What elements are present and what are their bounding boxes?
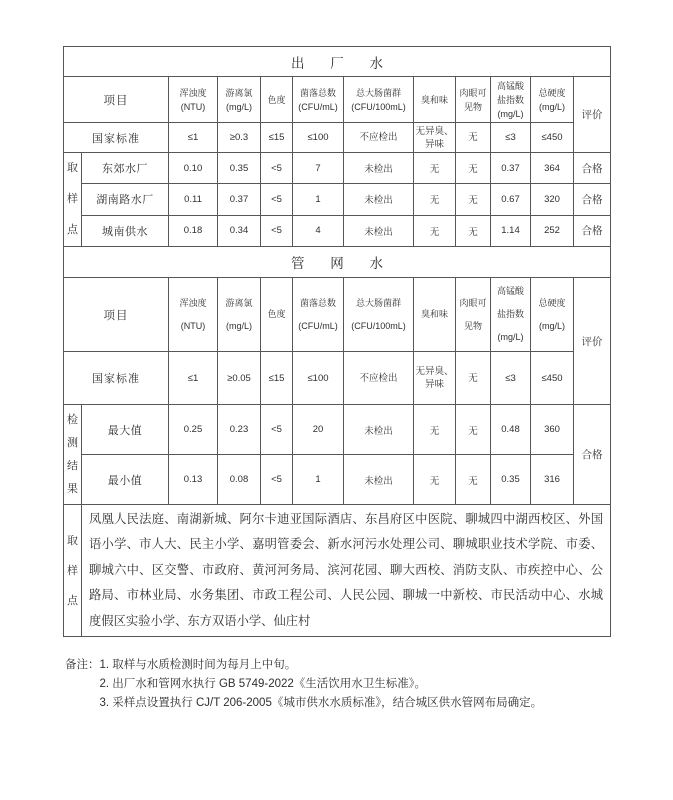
col-header-turbidity	[169, 77, 218, 123]
col-header-colony-name: 菌落总数	[299, 87, 336, 98]
note-item-3: 3. 采样点设置执行 CJ/T 206-2005《城市供水水质标准》，结合城区供水管网布局确定。	[99, 697, 543, 709]
col-header-chroma	[261, 278, 293, 352]
col-header-visible	[456, 77, 491, 123]
std-odor: 无异臭、异味	[414, 352, 456, 405]
cell-visible: 无	[456, 405, 491, 455]
cell-chroma: <5	[261, 215, 293, 246]
cell-colony: 20	[293, 405, 344, 455]
std-coliform: 不应检出	[344, 123, 414, 153]
col-header-colony	[293, 77, 344, 123]
col-header-hardness-name: 总硬度	[538, 297, 566, 308]
col-header-turbidity-unit: (NTU)	[180, 320, 206, 331]
col-header-turbidity-unit: (NTU)	[180, 101, 206, 112]
factory-eval-header: 评价	[574, 77, 611, 153]
note-item-2: 2. 出厂水和管网水执行 GB 5749-2022《生活饮用水卫生标准》。	[99, 678, 427, 690]
sampling-point-group-label: 取样点	[64, 505, 82, 637]
cell-permanganate: 0.48	[491, 405, 531, 455]
col-header-turbidity	[169, 278, 218, 352]
sampling-points-list: 凤凰人民法庭、南湖新城、阿尔卡迪亚国际酒店、东昌府区中医院、聊城四中湖西校区、外国语小学、市人大、民主小学、嘉明管委会、新水河污水处理公司、聊城职业技术学院、市委、聊城六中、区交警、市政府、黄河河务局、滨河花园、聊大西校、消防支队、市疾控中心、公路局、市林业局、水务集团、市政工程公司、人民公园、聊城一中新校、市民活动中心、水城度假区实验小学、东方双语小学、仙庄村	[82, 505, 611, 637]
cell-chlorine: 0.23	[218, 405, 261, 455]
cell-coliform: 未检出	[344, 184, 414, 215]
col-header-colony	[293, 278, 344, 352]
network-standard-row	[64, 352, 611, 405]
network-water-title: 管 网 水	[64, 247, 611, 278]
cell-turbidity: 0.10	[169, 153, 218, 184]
network-eval-cell: 合格	[574, 405, 611, 505]
national-standard-label: 国家标准	[64, 352, 169, 405]
std-odor: 无异臭、异味	[414, 123, 456, 153]
cell-colony: 1	[293, 455, 344, 505]
col-header-chlorine	[218, 278, 261, 352]
cell-chroma: <5	[261, 184, 293, 215]
col-header-hardness-unit: (mg/L)	[538, 101, 565, 112]
network-item-header: 项目	[64, 278, 169, 352]
col-header-colony-unit: (CFU/mL)	[298, 101, 338, 112]
col-header-chlorine	[218, 77, 261, 123]
col-header-visible-name: 肉眼可	[459, 87, 487, 98]
cell-permanganate: 0.67	[491, 184, 531, 215]
col-header-permanganate-name: 高锰酸	[496, 80, 524, 91]
result-name: 最大值	[82, 405, 169, 455]
cell-hardness: 320	[531, 184, 574, 215]
cell-chlorine: 0.34	[218, 215, 261, 246]
col-header-odor-name: 臭和味	[420, 309, 448, 319]
col-header-odor	[414, 77, 456, 123]
cell-chroma: <5	[261, 455, 293, 505]
cell-chlorine: 0.08	[218, 455, 261, 505]
col-header-permanganate-unit: (mg/L)	[497, 332, 524, 342]
cell-visible: 无	[456, 455, 491, 505]
cell-chlorine: 0.35	[218, 153, 261, 184]
factory-item-header: 项目	[64, 77, 169, 123]
col-header-chlorine-name: 游离氯	[225, 297, 253, 308]
std-coliform: 不应检出	[344, 352, 414, 405]
col-header-coliform	[344, 77, 414, 123]
cell-permanganate: 0.35	[491, 455, 531, 505]
std-permanganate: ≤3	[491, 352, 531, 405]
factory-header-row	[64, 77, 611, 123]
notes-items	[100, 656, 543, 713]
std-chlorine: ≥0.05	[218, 352, 261, 405]
std-turbidity: ≤1	[169, 123, 218, 153]
col-header-coliform-unit: (CFU/100mL)	[351, 101, 406, 112]
notes-label: 备注：	[65, 659, 100, 671]
col-header-coliform-unit: (CFU/100mL)	[351, 320, 406, 331]
site-name: 城南供水	[82, 215, 169, 246]
cell-turbidity: 0.25	[169, 405, 218, 455]
site-name: 湖南路水厂	[82, 184, 169, 215]
test-result-group-label: 检测结果	[64, 405, 82, 505]
cell-odor: 无	[414, 153, 456, 184]
std-visible: 无	[456, 123, 491, 153]
water-quality-table	[63, 46, 611, 637]
col-header-odor-name: 臭和味	[420, 94, 448, 105]
cell-permanganate: 0.37	[491, 153, 531, 184]
cell-hardness: 364	[531, 153, 574, 184]
national-standard-label: 国家标准	[64, 123, 169, 153]
network-row-max	[64, 405, 611, 455]
cell-visible: 无	[456, 153, 491, 184]
col-header-chroma-name: 色度	[267, 309, 286, 319]
col-header-hardness	[531, 278, 574, 352]
result-name: 最小值	[82, 455, 169, 505]
col-header-chroma-name: 色度	[267, 94, 286, 105]
factory-water-title: 出 厂 水	[64, 47, 611, 77]
cell-visible: 无	[456, 215, 491, 246]
cell-coliform: 未检出	[344, 405, 414, 455]
col-header-permanganate-name2: 盐指数	[496, 94, 524, 105]
notes-section	[65, 656, 610, 713]
network-section-row	[64, 247, 611, 278]
col-header-coliform	[344, 278, 414, 352]
factory-row-chengnan	[64, 215, 611, 246]
col-header-visible-name: 肉眼可	[459, 297, 487, 308]
cell-turbidity: 0.11	[169, 184, 218, 215]
col-header-visible-name2: 见物	[463, 320, 482, 331]
col-header-chlorine-unit: (mg/L)	[225, 320, 252, 331]
col-header-coliform-name: 总大肠菌群	[355, 87, 401, 98]
col-header-visible-name2: 见物	[463, 101, 482, 112]
cell-odor: 无	[414, 455, 456, 505]
col-header-permanganate	[491, 278, 531, 352]
std-chroma: ≤15	[261, 352, 293, 405]
col-header-hardness	[531, 77, 574, 123]
cell-chroma: <5	[261, 153, 293, 184]
network-eval-header: 评价	[574, 278, 611, 405]
sampling-points-row	[64, 505, 611, 637]
cell-eval: 合格	[574, 153, 611, 184]
cell-turbidity: 0.18	[169, 215, 218, 246]
cell-colony: 4	[293, 215, 344, 246]
col-header-coliform-name: 总大肠菌群	[355, 297, 401, 308]
network-header-row	[64, 278, 611, 352]
std-hardness: ≤450	[531, 123, 574, 153]
cell-hardness: 316	[531, 455, 574, 505]
cell-eval: 合格	[574, 184, 611, 215]
col-header-odor	[414, 278, 456, 352]
std-colony: ≤100	[293, 123, 344, 153]
cell-visible: 无	[456, 184, 491, 215]
std-chlorine: ≥0.3	[218, 123, 261, 153]
cell-odor: 无	[414, 405, 456, 455]
factory-row-dongjiao	[64, 153, 611, 184]
col-header-colony-unit: (CFU/mL)	[298, 320, 338, 331]
cell-hardness: 252	[531, 215, 574, 246]
col-header-turbidity-name: 浑浊度	[179, 87, 207, 98]
col-header-hardness-unit: (mg/L)	[538, 320, 565, 331]
cell-colony: 1	[293, 184, 344, 215]
col-header-chlorine-name: 游离氯	[225, 87, 253, 98]
col-header-hardness-name: 总硬度	[538, 87, 566, 98]
cell-odor: 无	[414, 215, 456, 246]
col-header-chlorine-unit: (mg/L)	[225, 101, 252, 112]
cell-eval: 合格	[574, 215, 611, 246]
std-hardness: ≤450	[531, 352, 574, 405]
col-header-permanganate-unit: (mg/L)	[497, 108, 524, 119]
col-header-permanganate-name: 高锰酸	[496, 286, 524, 296]
std-visible: 无	[456, 352, 491, 405]
sampling-point-group-label: 取样点	[64, 153, 82, 247]
site-name: 东郊水厂	[82, 153, 169, 184]
note-item-1: 1. 取样与水质检测时间为每月上中旬。	[99, 659, 297, 671]
network-row-min	[64, 455, 611, 505]
cell-coliform: 未检出	[344, 215, 414, 246]
cell-hardness: 360	[531, 405, 574, 455]
col-header-permanganate	[491, 77, 531, 123]
col-header-visible	[456, 278, 491, 352]
cell-chroma: <5	[261, 405, 293, 455]
cell-coliform: 未检出	[344, 153, 414, 184]
std-permanganate: ≤3	[491, 123, 531, 153]
cell-coliform: 未检出	[344, 455, 414, 505]
cell-turbidity: 0.13	[169, 455, 218, 505]
std-turbidity: ≤1	[169, 352, 218, 405]
cell-chlorine: 0.37	[218, 184, 261, 215]
factory-section-row	[64, 47, 611, 77]
cell-permanganate: 1.14	[491, 215, 531, 246]
std-chroma: ≤15	[261, 123, 293, 153]
cell-colony: 7	[293, 153, 344, 184]
std-colony: ≤100	[293, 352, 344, 405]
col-header-chroma	[261, 77, 293, 123]
col-header-permanganate-name2: 盐指数	[496, 309, 524, 319]
factory-standard-row	[64, 123, 611, 153]
cell-odor: 无	[414, 184, 456, 215]
factory-row-hunanlu	[64, 184, 611, 215]
col-header-turbidity-name: 浑浊度	[179, 297, 207, 308]
col-header-colony-name: 菌落总数	[299, 297, 336, 308]
